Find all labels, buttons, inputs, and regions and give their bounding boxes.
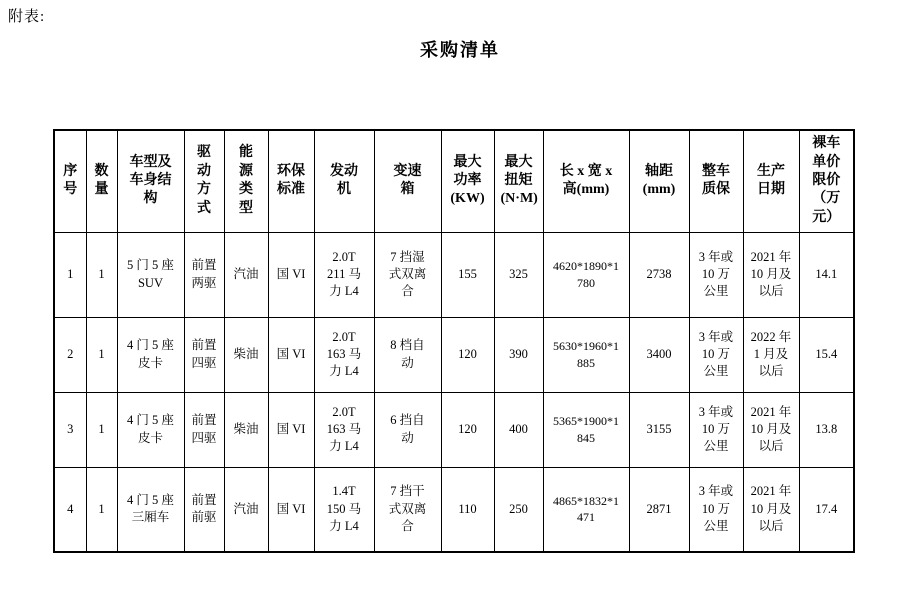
appendix-label: 附表: bbox=[8, 9, 46, 25]
cell-vehicle-type-body: 4 门 5 座三厢车 bbox=[117, 467, 184, 552]
cell-drive-mode: 前置前驱 bbox=[184, 467, 224, 552]
cell-warranty: 3 年或 10 万公里 bbox=[689, 232, 743, 317]
cell-warranty: 3 年或 10 万公里 bbox=[689, 467, 743, 552]
header-row bbox=[54, 130, 854, 232]
col-header-drive-mode: 驱动方式 bbox=[184, 130, 224, 232]
cell-max-torque-nm: 325 bbox=[494, 232, 543, 317]
cell-bare-price-limit: 13.8 bbox=[799, 392, 854, 467]
table-body bbox=[54, 232, 854, 552]
cell-emission-standard: 国 VI bbox=[268, 232, 314, 317]
cell-warranty: 3 年或 10 万公里 bbox=[689, 317, 743, 392]
cell-emission-standard: 国 VI bbox=[268, 317, 314, 392]
cell-energy-type: 柴油 bbox=[224, 317, 268, 392]
col-header-seq: 序号 bbox=[54, 130, 86, 232]
cell-transmission: 6 挡自动 bbox=[374, 392, 441, 467]
cell-production-date: 2021 年 10 月及以后 bbox=[743, 392, 799, 467]
purchase-list-table bbox=[53, 129, 855, 553]
cell-transmission: 7 挡干式双离合 bbox=[374, 467, 441, 552]
cell-wheelbase-mm: 2738 bbox=[629, 232, 689, 317]
cell-engine: 2.0T 163 马力 L4 bbox=[314, 317, 374, 392]
cell-qty: 1 bbox=[86, 317, 117, 392]
cell-seq: 2 bbox=[54, 317, 86, 392]
col-header-warranty: 整车质保 bbox=[689, 130, 743, 232]
cell-bare-price-limit: 17.4 bbox=[799, 467, 854, 552]
page-title: 采购清单 bbox=[420, 40, 500, 60]
col-header-qty: 数量 bbox=[86, 130, 117, 232]
table-row bbox=[54, 232, 854, 317]
col-header-dimensions-lwh: 长 x 宽 x 高(mm) bbox=[543, 130, 629, 232]
cell-qty: 1 bbox=[86, 392, 117, 467]
cell-vehicle-type-body: 5 门 5 座 SUV bbox=[117, 232, 184, 317]
cell-warranty: 3 年或 10 万公里 bbox=[689, 392, 743, 467]
cell-transmission: 8 档自动 bbox=[374, 317, 441, 392]
cell-engine: 2.0T 163 马力 L4 bbox=[314, 392, 374, 467]
cell-emission-standard: 国 VI bbox=[268, 392, 314, 467]
col-header-energy-type: 能源类型 bbox=[224, 130, 268, 232]
table-row bbox=[54, 467, 854, 552]
table-header bbox=[54, 130, 854, 232]
cell-dimensions-lwh: 4865*1832*1471 bbox=[543, 467, 629, 552]
cell-seq: 3 bbox=[54, 392, 86, 467]
cell-transmission: 7 挡湿式双离合 bbox=[374, 232, 441, 317]
cell-emission-standard: 国 VI bbox=[268, 467, 314, 552]
table-row bbox=[54, 317, 854, 392]
cell-drive-mode: 前置四驱 bbox=[184, 392, 224, 467]
cell-qty: 1 bbox=[86, 467, 117, 552]
cell-energy-type: 柴油 bbox=[224, 392, 268, 467]
cell-dimensions-lwh: 5630*1960*1885 bbox=[543, 317, 629, 392]
cell-production-date: 2021 年 10 月及以后 bbox=[743, 232, 799, 317]
col-header-max-torque-nm: 最大扭矩(N·M) bbox=[494, 130, 543, 232]
cell-production-date: 2022 年 1 月及以后 bbox=[743, 317, 799, 392]
cell-wheelbase-mm: 3400 bbox=[629, 317, 689, 392]
cell-wheelbase-mm: 3155 bbox=[629, 392, 689, 467]
cell-bare-price-limit: 15.4 bbox=[799, 317, 854, 392]
col-header-production-date: 生产日期 bbox=[743, 130, 799, 232]
cell-max-power-kw: 120 bbox=[441, 392, 494, 467]
cell-bare-price-limit: 14.1 bbox=[799, 232, 854, 317]
cell-vehicle-type-body: 4 门 5 座皮卡 bbox=[117, 392, 184, 467]
cell-drive-mode: 前置两驱 bbox=[184, 232, 224, 317]
cell-max-power-kw: 120 bbox=[441, 317, 494, 392]
cell-engine: 2.0T 211 马力 L4 bbox=[314, 232, 374, 317]
col-header-vehicle-type-body: 车型及车身结构 bbox=[117, 130, 184, 232]
cell-max-torque-nm: 250 bbox=[494, 467, 543, 552]
cell-max-power-kw: 110 bbox=[441, 467, 494, 552]
cell-engine: 1.4T 150 马力 L4 bbox=[314, 467, 374, 552]
cell-wheelbase-mm: 2871 bbox=[629, 467, 689, 552]
cell-dimensions-lwh: 5365*1900*1845 bbox=[543, 392, 629, 467]
cell-production-date: 2021 年 10 月及以后 bbox=[743, 467, 799, 552]
col-header-transmission: 变速箱 bbox=[374, 130, 441, 232]
col-header-engine: 发动机 bbox=[314, 130, 374, 232]
cell-energy-type: 汽油 bbox=[224, 232, 268, 317]
cell-drive-mode: 前置四驱 bbox=[184, 317, 224, 392]
cell-seq: 1 bbox=[54, 232, 86, 317]
cell-max-torque-nm: 390 bbox=[494, 317, 543, 392]
cell-max-power-kw: 155 bbox=[441, 232, 494, 317]
cell-qty: 1 bbox=[86, 232, 117, 317]
col-header-max-power-kw: 最大功率(KW) bbox=[441, 130, 494, 232]
col-header-wheelbase-mm: 轴距(mm) bbox=[629, 130, 689, 232]
cell-energy-type: 汽油 bbox=[224, 467, 268, 552]
cell-dimensions-lwh: 4620*1890*1780 bbox=[543, 232, 629, 317]
cell-max-torque-nm: 400 bbox=[494, 392, 543, 467]
col-header-emission-standard: 环保标准 bbox=[268, 130, 314, 232]
col-header-bare-price-limit: 裸车单价限价（万元） bbox=[799, 130, 854, 232]
table-row bbox=[54, 392, 854, 467]
cell-seq: 4 bbox=[54, 467, 86, 552]
cell-vehicle-type-body: 4 门 5 座皮卡 bbox=[117, 317, 184, 392]
